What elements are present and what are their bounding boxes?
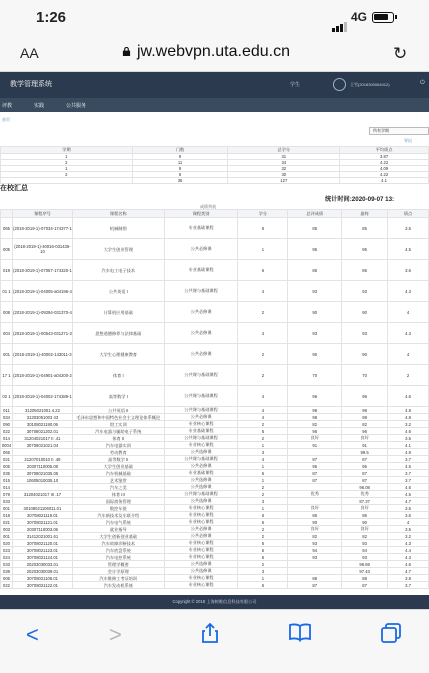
grade-table: [0, 209, 429, 589]
footer-copyright: Copyright © 2018 上海树维信息科技有限公司: [0, 595, 429, 609]
browser-toolbar: [0, 609, 429, 673]
grade-row: 033 20203030033.01 管理学概要 公共选修课 2 96.69 4.6: [1, 561, 429, 568]
export-button[interactable]: 导出: [404, 138, 412, 143]
grade-row: 022 30708021122.01 汽车发动机系统 专业核心课程 6 87 87 3.7: [1, 582, 429, 589]
tabs-icon[interactable]: [380, 622, 402, 650]
browser-url-bar[interactable]: [0, 36, 429, 72]
clock: 1:26: [36, 9, 67, 26]
app-header: [0, 72, 429, 98]
grade-row: 039 20203030039.01 会计学原理 公共选修课 3 97.43 4.7: [1, 568, 429, 575]
term-summary-table: [0, 146, 429, 184]
grade-row: 0004 30708021021.04 汽车电器实训 专业核心课程 1 91 91 4.1: [1, 442, 429, 449]
summary-total-row: 35 127 4.1: [1, 178, 429, 184]
menu-item-public-service[interactable]: 公共服务: [66, 103, 87, 109]
header-gpa: 绩点: [388, 210, 429, 218]
grade-row: 020 30708021120.01 汽车故障诊断技术 专业核心课程 6 93 93 4.3: [1, 540, 429, 547]
menu-item-evaluation[interactable]: 评教: [2, 103, 13, 109]
summary-header-gpa: 平均绩点: [340, 147, 429, 154]
text-size-button[interactable]: AA: [20, 45, 39, 61]
battery-icon: [372, 12, 394, 23]
grade-row: 022 30708021202.01 汽车电器与辅助电子系统 专业基础课程 6 96 96 4.6: [1, 428, 429, 435]
grade-row: 004 (2018-2019-1)-00543-031271-3 思想道德修养与法律基础 公共必修课 4 93 93 4.3: [1, 323, 429, 344]
grade-row: 024 30708021124.01 汽车电控系统 专业核心课程 6 93 93 4.3: [1, 554, 429, 561]
grade-row: 02 1 (2018-2019-1)-04002-174389-1 高等数学 I 公共课与基础课程 4 96 96 4.6: [1, 386, 429, 407]
grade-row: 019 (2018-2019-1)-07057-174320-1 汽车电工电子技术 专业基础课程 6 86 86 3.6: [1, 260, 429, 281]
all-terms-button[interactable]: 所有学期: [369, 127, 429, 135]
table-row: 2 6 30 4.22: [1, 172, 429, 178]
grade-row: 001 (2018-2019-1)-40002-143011-3 大学生心理健康教育 公共必修课 2 90 90 4: [1, 344, 429, 365]
grade-row: 023 30708021123.01 汽车底盘系统 专业核心课程 6 94 94 4.4: [1, 547, 429, 554]
table-row: 1 9 32 4.09: [1, 166, 429, 172]
avatar[interactable]: [333, 78, 346, 91]
grade-row: 006 30708021106.01 汽车维修工考证培训 专业核心课程 1 88 88 3.8: [1, 575, 429, 582]
summary-header-courses: 门数: [132, 147, 228, 154]
username[interactable]: 王雪(2018300084012): [350, 82, 390, 87]
grade-row: 014 31204021017 II .41 体育 II 公共课与基础课程 2 良好 良好 3.5: [1, 435, 429, 442]
summary-header-credits: 总学分: [228, 147, 340, 154]
header-total-score: 总评成绩: [288, 210, 342, 218]
grade-row: 011 31205021001 4.22 公共英语 II 公共课与基础课程 4 98 98 4.8: [1, 407, 429, 414]
lock-icon: [122, 47, 131, 56]
header-course-type: 课程类别: [164, 210, 238, 218]
grade-row: 090 30108021190.06 钳工实训 专业核心课程 2 82 82 3.2: [1, 421, 429, 428]
grade-row: 005 20307110005.08 大学生创业基础 公共必修课 1 95 95 4.5: [1, 463, 429, 470]
share-icon[interactable]: [200, 622, 220, 650]
grade-row: 17 1 (2018-2019-1)-04901-a04200-2 体育 I 公共课与基础课程 2 70 70 2: [1, 365, 429, 386]
header-final: 最终: [342, 210, 388, 218]
signal-icon: [332, 14, 348, 32]
grade-row: 005 (2018-2019-1)-40016-031435-10 大学生创业管理 公共必修课 1 95 95 4.5: [1, 239, 429, 260]
url-text[interactable]: jw.webvpn.uta.edu.cn: [137, 43, 290, 60]
main-menu: [0, 98, 429, 112]
network-type: 4G: [351, 10, 368, 24]
grade-row: 008 (2018-2019-1)-09294-031370-4 计算机应用基础 公共必修课 2 90 90 4: [1, 302, 429, 323]
grade-row: 065 (2018-2019-1)-07034-174377-1 机械制图 专业基础课程 6 85 85 3.5: [1, 218, 429, 239]
grade-row: 01 1 (2018-2019-1)-04005-a04196-4 公共英语 I 公共课与基础课程 4 93 93 4.3: [1, 281, 429, 302]
grade-row: 001 31412021001.61 大学生创新创业基础 公共必修课 2 82 82 3.2: [1, 533, 429, 540]
grade-row: 021 21207010010 II .48 高等数学 II 公共课与基础课程 4 87 87 3.7: [1, 456, 429, 463]
breadcrumb[interactable]: 首页: [2, 117, 10, 122]
reload-icon[interactable]: ↻: [393, 44, 408, 63]
stat-time: 统计时间:2020-09-07 13:: [325, 196, 395, 203]
forward-icon[interactable]: >: [109, 622, 122, 647]
app-title: 教学管理系统: [10, 81, 52, 88]
grade-list-title: 成绩列表: [200, 204, 216, 209]
menu-item-practice[interactable]: 实践: [34, 103, 45, 109]
header-course-code: 课程序号: [12, 210, 72, 218]
header-course-name: 课程名称: [72, 210, 164, 218]
grade-row: 065 劳动教育 公共选修课 3 99.5 4.9: [1, 449, 429, 456]
table-row: 1 9 31 3.87: [1, 154, 429, 160]
grade-row: 021 30708021121.01 汽车电气系统 专业核心课程 6 90 90 4: [1, 519, 429, 526]
grade-row: 003 20307110003.06 就业指导 公共必修课 2 良好 良好 3.5: [1, 526, 429, 533]
grade-row: 001 30108021106011.01 数控车铣 专业核心课程 1 良好 良好 3.5: [1, 505, 429, 512]
grade-row: 078 31204021017 III .17 体育 III 公共课与基础课程 2 优秀 优秀 4.5: [1, 491, 429, 498]
power-icon[interactable]: ⏻: [420, 80, 425, 86]
role-label: 学生: [290, 82, 301, 88]
grade-row: 035 30708021035.05 汽车机械基础 专业基础课程 6 87 87 3.7: [1, 470, 429, 477]
grade-row: 033 国际商务管理 公共选修课 3 87.37 4.7: [1, 498, 429, 505]
status-bar: [0, 0, 429, 36]
bookmarks-icon[interactable]: [288, 622, 312, 648]
grade-row: 015 10605010035.10 艺术鉴赏 公共选修课 1 87 87 3.7: [1, 477, 429, 484]
back-icon[interactable]: <: [26, 622, 39, 647]
section-title: 在校汇总: [0, 185, 28, 192]
header-credit: 学分: [238, 210, 288, 218]
grade-row: 034 31303051003 43 毛泽东思想和中国特色社会主义理论体系概论 公共必修课 4 98 98 4.8: [1, 414, 429, 421]
table-row: 2 11 34 4.22: [1, 160, 429, 166]
grade-row: 018 30708021119.01 汽车新技术及车联介绍 专业核心课程 6 86 86 3.6: [1, 512, 429, 519]
grade-row: 014 汽车之美 公共选修课 2 96.08 4.6: [1, 484, 429, 491]
summary-header-term: 学期: [1, 147, 133, 154]
